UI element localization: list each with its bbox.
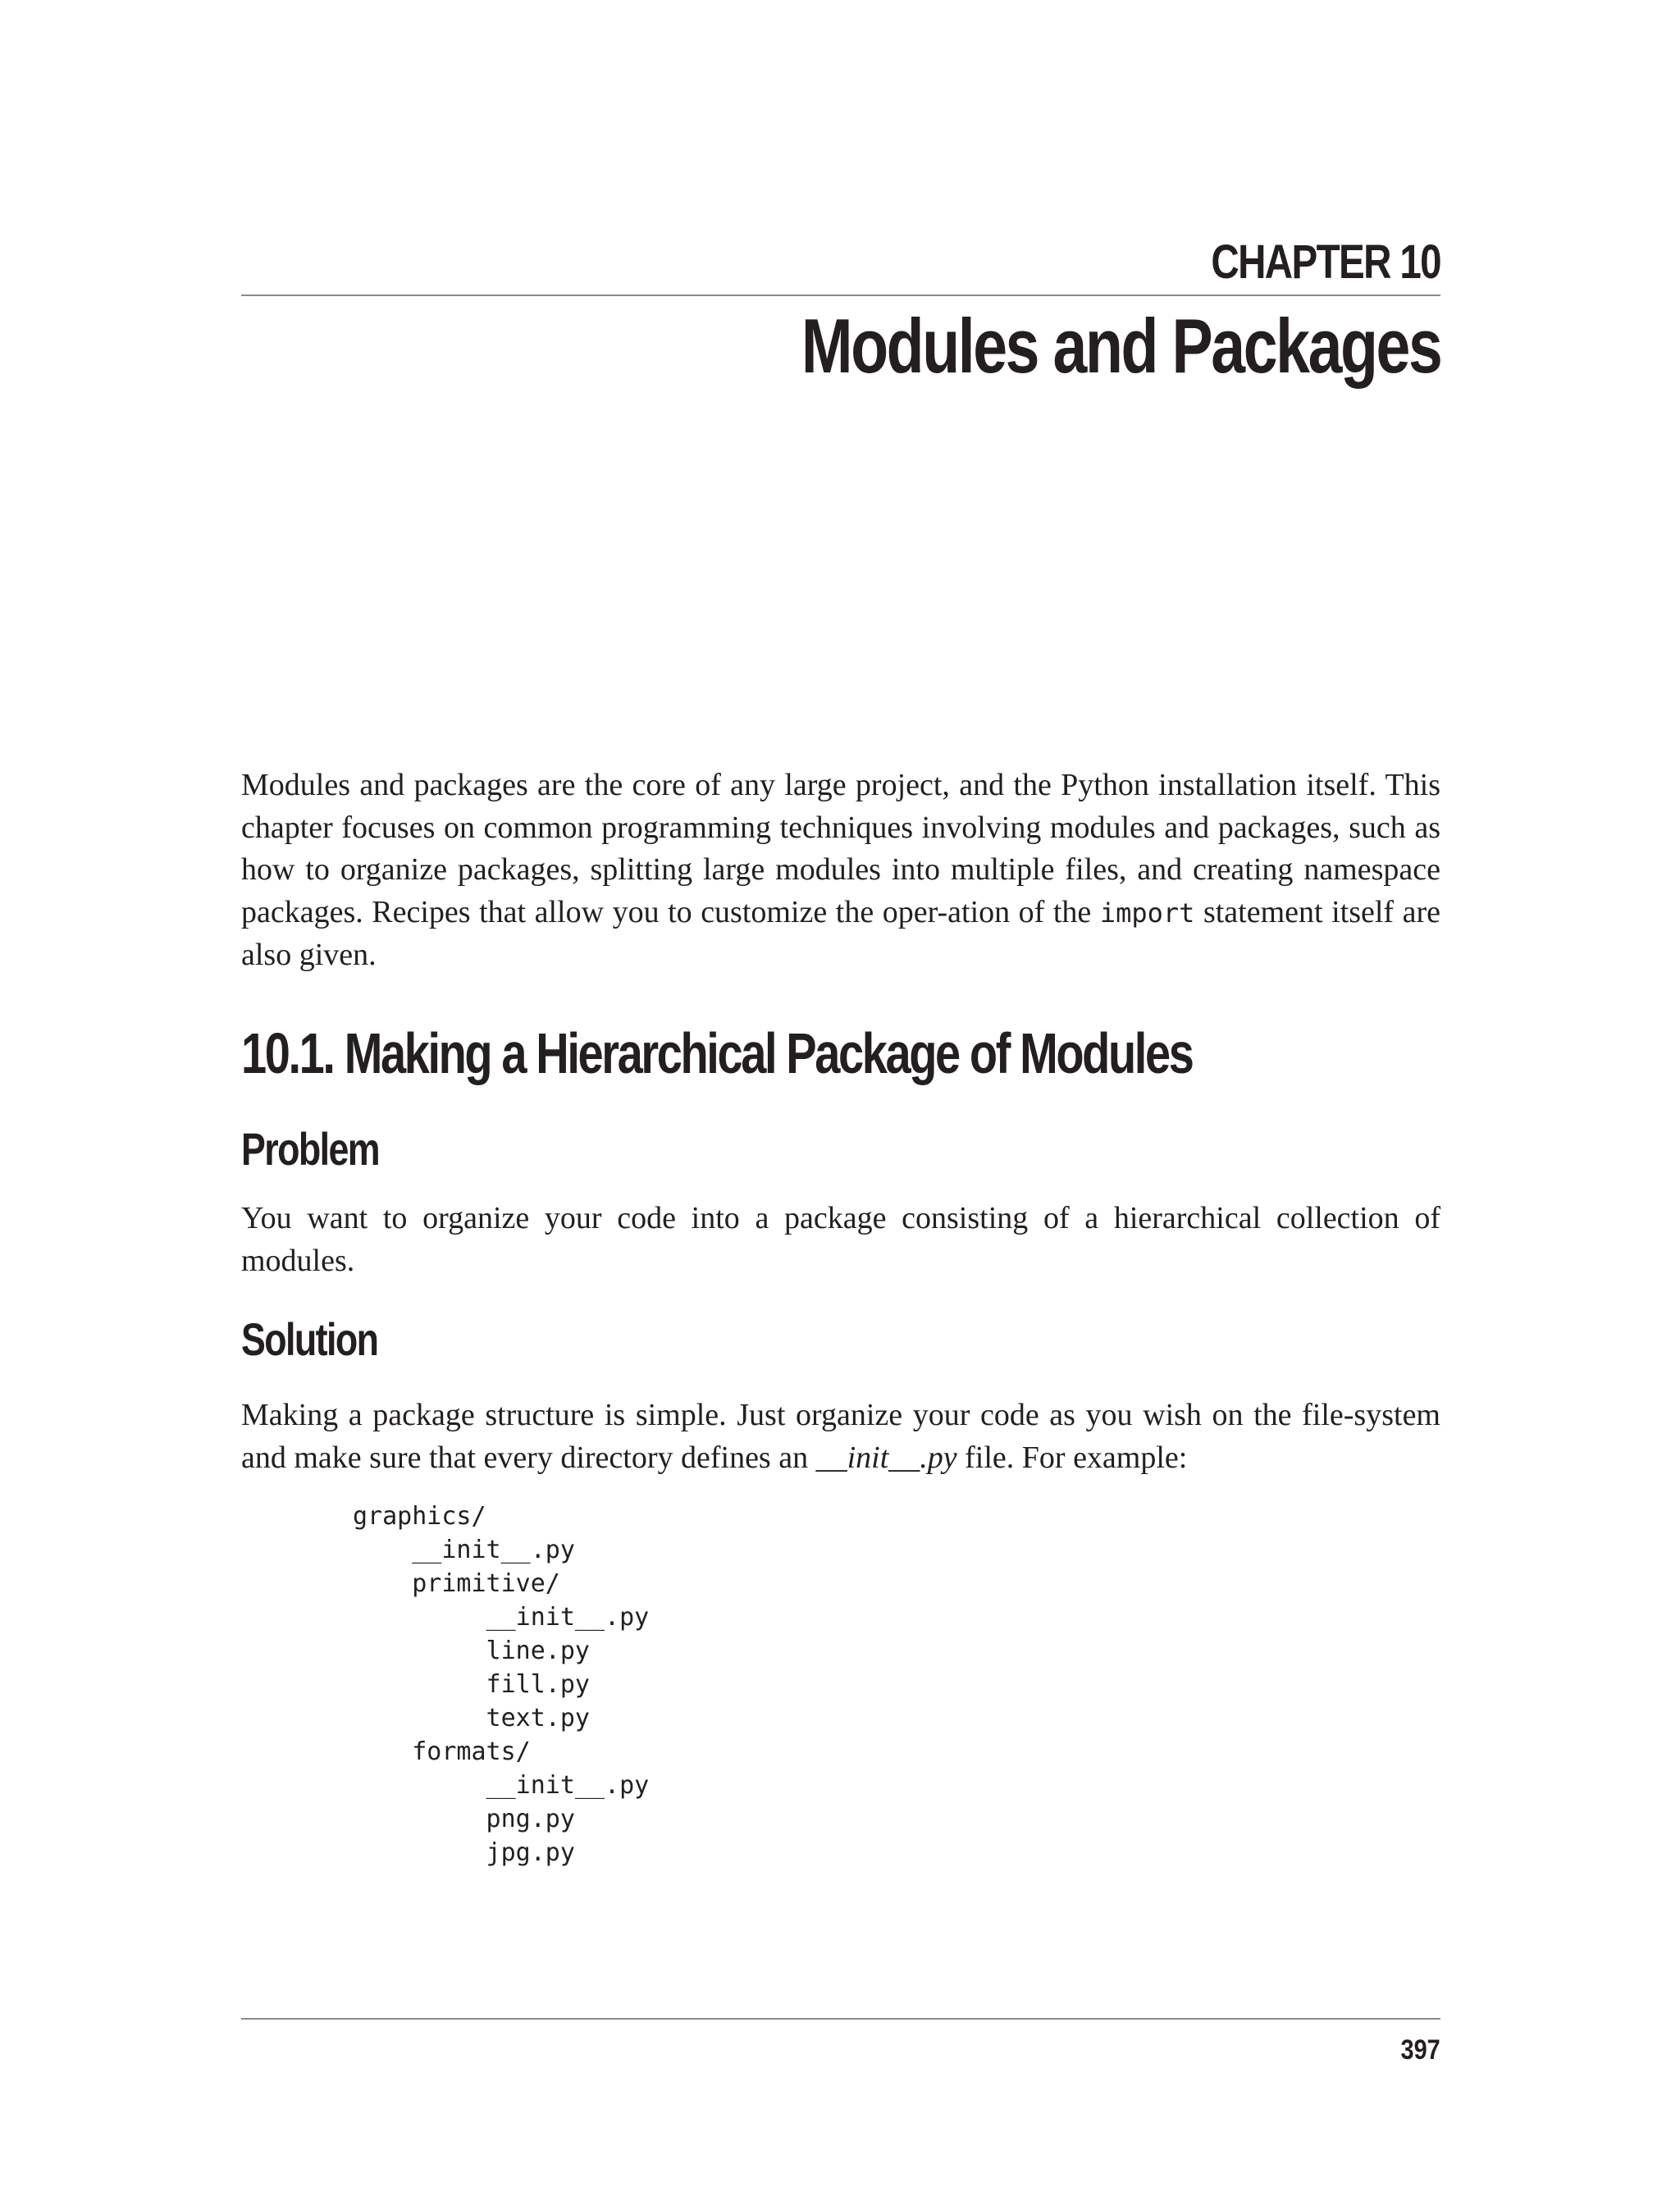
solution-text-end: file. For example: bbox=[956, 1440, 1188, 1475]
code-listing bbox=[353, 1500, 649, 1869]
code-line: png.py bbox=[353, 1805, 575, 1833]
chapter-title: Modules and Packages bbox=[801, 303, 1440, 389]
code-line: __init__.py bbox=[353, 1536, 575, 1564]
intro-paragraph bbox=[241, 765, 1440, 977]
footer-divider bbox=[241, 2018, 1440, 2020]
solution-heading: Solution bbox=[241, 1313, 378, 1365]
problem-heading: Problem bbox=[241, 1123, 380, 1175]
code-line: __init__.py bbox=[353, 1603, 650, 1632]
code-line: text.py bbox=[353, 1704, 590, 1732]
intro-text-end: statement itself are also given. bbox=[241, 894, 1440, 972]
section-title: 10.1. Making a Hierarchical Package of Modules bbox=[241, 1021, 1193, 1085]
solution-paragraph bbox=[241, 1395, 1440, 1479]
chapter-divider bbox=[241, 294, 1440, 296]
code-line: primitive/ bbox=[353, 1569, 560, 1598]
code-line: formats/ bbox=[353, 1737, 531, 1766]
solution-text-start: Making a package structure is simple. Just organize your code as you wish on the file-system and make sure that every directory defines an bbox=[241, 1398, 1440, 1475]
intro-text-start: Modules and packages are the core of any large project, and the Python installation itself. This chapter focuses on common programming techniques involving modules and packages, such as how to organize packages, splitting large modules into multiple files, and creating namespace packages. Recipes that allow you to customize the oper-ation of the bbox=[241, 768, 1440, 929]
code-line: fill.py bbox=[353, 1670, 590, 1699]
chapter-label: CHAPTER 10 bbox=[1211, 235, 1440, 289]
code-line: graphics/ bbox=[353, 1502, 486, 1531]
inline-code-import: import bbox=[1099, 897, 1195, 929]
code-line: line.py bbox=[353, 1637, 590, 1665]
init-file-emphasis: __init__.py bbox=[815, 1440, 957, 1475]
code-line: jpg.py bbox=[353, 1838, 575, 1867]
page-number: 397 bbox=[1400, 2034, 1440, 2066]
code-line: __init__.py bbox=[353, 1771, 650, 1800]
problem-paragraph: You want to organize your code into a package consisting of a hierarchical collection of modules. bbox=[241, 1201, 1440, 1278]
